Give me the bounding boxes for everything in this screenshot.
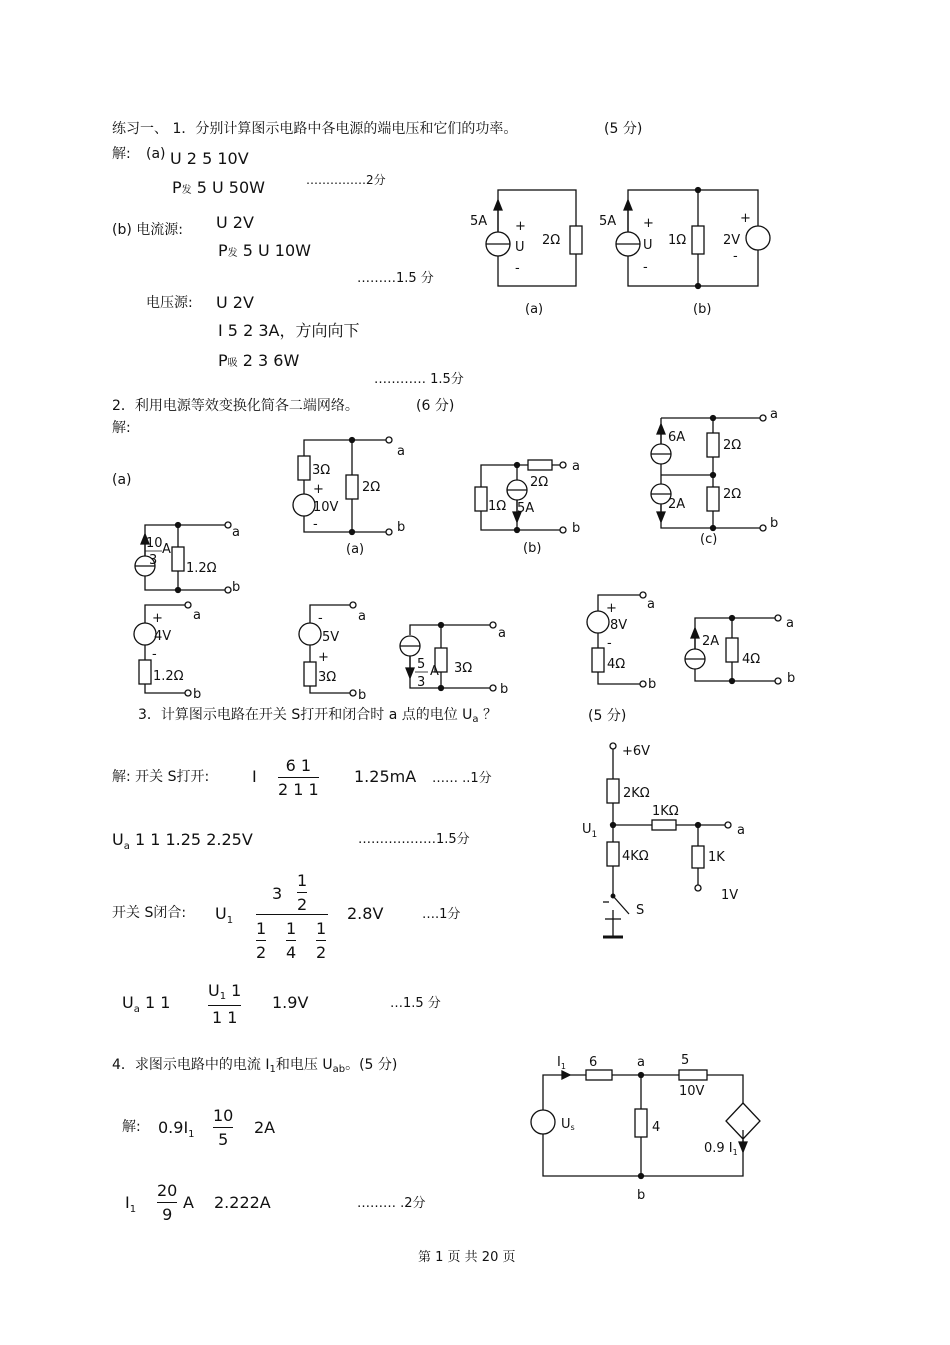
- ans2-s6-i-label: 2A: [702, 634, 720, 649]
- ans2-sol2-circuit: [134, 602, 201, 702]
- q4-title: 4．求图示电路中的电流 $I_1$和电压 $U_{ab}$。(5 分): [112, 1057, 398, 1075]
- ans2-s5-v-label: 8V: [610, 618, 628, 633]
- ans2-s3-terminal-a: a: [358, 609, 366, 624]
- ans2-s1-unit: A: [162, 542, 171, 557]
- fig4-node-a: a: [637, 1055, 645, 1070]
- q4-eq2-val: 2.222A: [214, 1193, 271, 1212]
- fig2b-circuit: [475, 459, 580, 556]
- fig3-switch-label: S: [636, 903, 645, 918]
- fig3-r3-label: 4KΩ: [622, 849, 649, 864]
- fig1b-circuit: [599, 188, 770, 318]
- ans2-sol4-circuit: [400, 622, 508, 697]
- fig2b-r1-label: 1Ω: [488, 499, 507, 514]
- fig3-u1-label: $U_1$: [582, 822, 598, 840]
- ans2-s1-r-label: 1.2Ω: [186, 561, 217, 576]
- fig2b-terminal-a: a: [572, 459, 580, 474]
- q3-close-d3: 1 2: [316, 919, 327, 962]
- fig1b-caption: (b): [693, 302, 712, 317]
- fig3-circuit: [582, 743, 745, 937]
- fig4-circuit: [531, 1053, 760, 1203]
- q1-score: (5 分): [604, 121, 643, 137]
- fig1b-vminus: -: [733, 249, 738, 264]
- q3-score: (5 分): [588, 708, 627, 724]
- ans2-s1-terminal-a: a: [232, 525, 240, 540]
- ans2-s2-v-label: 4V: [154, 629, 172, 644]
- fig1a-caption: (a): [525, 302, 544, 317]
- q2-sol-label: 解:: [112, 420, 131, 436]
- ans2-sol5-circuit: [587, 592, 656, 692]
- q3-close-val: 2.8V: [347, 904, 384, 923]
- fig2b-r2-label: 2Ω: [530, 475, 549, 490]
- q4-eq1-val: 2A: [254, 1118, 276, 1137]
- ans2-s3-v-label: 5V: [322, 630, 340, 645]
- q1-v-label: 电压源:: [146, 295, 193, 311]
- fig2c-r2-label: 2Ω: [723, 487, 742, 502]
- fig1a-res-label: 2Ω: [542, 233, 561, 248]
- fig2a-circuit: [293, 437, 405, 557]
- fig2a-v-label: 10V: [313, 500, 339, 515]
- q4-eq2-frac: 20 9: [157, 1181, 178, 1224]
- q4-eq2-i: $I_1$: [125, 1193, 137, 1215]
- ans2-s2-plus: +: [152, 611, 163, 626]
- fig4-r5-label: 5: [681, 1053, 690, 1068]
- q1-a-label: (a): [146, 146, 166, 162]
- q4-eq2-dots: ……… .2分: [357, 1196, 426, 1211]
- ans2-s1-terminal-b: b: [232, 580, 241, 595]
- fig2b-terminal-b: b: [572, 521, 581, 536]
- fig4-i1-label: $I_1$: [557, 1055, 566, 1071]
- ans2-s4-terminal-b: b: [500, 682, 509, 697]
- ans2-sol1-circuit: [135, 522, 240, 595]
- q4-eq1-frac: 10 5: [213, 1106, 234, 1149]
- fig2c-terminal-b: b: [770, 516, 779, 531]
- ans2-s4-unit: A: [430, 664, 439, 679]
- q3-open-dots: …… ..1分: [432, 771, 492, 786]
- ans2-s4-num: 5: [417, 657, 426, 672]
- fig1b-v-label: 2V: [723, 233, 741, 248]
- q3-open-val: 1.25mA: [354, 767, 417, 786]
- fig1a-circuit: [470, 190, 582, 317]
- q1-sol-label: 解:: [112, 146, 131, 162]
- ans2-s4-r-label: 3Ω: [454, 661, 473, 676]
- q3-open-frac: 6 1 2 1 1: [278, 756, 319, 799]
- fig3-vcc-label: +6V: [622, 744, 651, 759]
- q4-sol-label: 解:: [122, 1119, 141, 1135]
- ans2-s6-r-label: 4Ω: [742, 652, 761, 667]
- q2-title: 2．利用电源等效变换化简各二端网络。: [112, 398, 359, 414]
- q3-ua1: $U_a$ 1 1 1.25 2.25V: [112, 830, 253, 852]
- q3-close-dots: ….1分: [422, 907, 461, 922]
- q1-a-eq2: P发 5 U 50W: [172, 178, 265, 197]
- q3-close-d2: 1 4: [286, 919, 297, 962]
- ans2-s4-terminal-a: a: [498, 626, 506, 641]
- q1-title: 练习一、 1．分别计算图示电路中各电源的端电压和它们的功率。: [112, 121, 518, 137]
- ans2-s1-num: 10: [146, 536, 163, 551]
- q3-ua1-dots: ………………1.5分: [358, 832, 470, 847]
- q2-a-label: (a): [112, 472, 132, 488]
- fig3-v-label: 1V: [721, 888, 739, 903]
- fig2c-r1-label: 2Ω: [723, 438, 742, 453]
- ans2-s2-minus: -: [152, 647, 157, 662]
- fig1a-plus: +: [515, 219, 526, 234]
- fig4-us-label: Us: [561, 1117, 575, 1132]
- fig1b-plus: +: [643, 216, 654, 231]
- ans2-s3-plus: +: [318, 650, 329, 665]
- q1-b-eq1: U 2V: [216, 213, 254, 232]
- q1-v-eq1: U 2V: [216, 293, 254, 312]
- fig1b-minus: -: [643, 260, 648, 275]
- q3-close-label: 开关 S闭合:: [112, 905, 187, 921]
- fig2b-i-label: 5A: [517, 501, 535, 516]
- ans2-s5-minus: -: [607, 636, 612, 651]
- ans2-s3-r-label: 3Ω: [318, 670, 337, 685]
- fig2a-r2-label: 2Ω: [362, 480, 381, 495]
- fig3-r4-label: 1K: [708, 850, 725, 865]
- q1-v-eq3: P吸 2 3 6W: [218, 351, 300, 370]
- ans2-s5-terminal-a: a: [647, 597, 655, 612]
- ans2-s2-terminal-b: b: [193, 687, 202, 702]
- fig3-terminal-a: a: [737, 823, 745, 838]
- q3-ua2-frac: U1 1 1 1: [208, 981, 242, 1027]
- ans2-s3-minus: -: [318, 611, 323, 626]
- q3-close-num-frac: 1 2: [297, 871, 308, 914]
- fig1b-u: U: [643, 238, 653, 253]
- q3-open-i: I: [252, 767, 257, 786]
- fig2c-circuit: [651, 407, 778, 547]
- fig4-r4-label: 4: [652, 1120, 661, 1135]
- q1-b-label: (b) 电流源:: [112, 222, 183, 238]
- ans2-s5-r-label: 4Ω: [607, 657, 626, 672]
- q1-b-dots: ………1.5 分: [357, 271, 434, 286]
- ans2-s6-terminal-b: b: [787, 671, 796, 686]
- fig1a-minus: -: [515, 261, 520, 276]
- fig4-dep-label: 0.9 $I_1$: [704, 1141, 738, 1157]
- ans2-sol6-circuit: [685, 615, 795, 686]
- ans2-s2-terminal-a: a: [193, 608, 201, 623]
- fig1a-u: U: [515, 240, 525, 255]
- ans2-s5-terminal-b: b: [648, 677, 657, 692]
- ans2-s4-den: 3: [417, 675, 426, 690]
- fig1a-src-label: 5A: [470, 214, 488, 229]
- fig3-r2-label: 1KΩ: [652, 804, 679, 819]
- fig2c-terminal-a: a: [770, 407, 778, 422]
- fig2a-r1-label: 3Ω: [312, 463, 331, 478]
- q3-ua2: $U_a$ 1 1: [122, 993, 171, 1015]
- fig2a-terminal-a: a: [397, 444, 405, 459]
- q3-open-label: 解: 开关 S打开:: [112, 769, 210, 785]
- fig4-v10-label: 10V: [679, 1084, 705, 1099]
- q1-a-eq1: U 2 5 10V: [170, 149, 249, 168]
- fig2c-caption: (c): [700, 532, 718, 547]
- q1-v-dots: ………… 1.5分: [374, 372, 464, 387]
- q3-ua2-dots: …1.5 分: [390, 996, 441, 1011]
- q4-eq1-pre: $0.9I_1$: [158, 1118, 195, 1140]
- ans2-sol3-circuit: [299, 602, 366, 703]
- fig4-node-b: b: [637, 1188, 646, 1203]
- fig3-r1-label: 2KΩ: [623, 786, 650, 801]
- ans2-s1-den: 3: [149, 553, 158, 568]
- fig1b-res-label: 1Ω: [668, 233, 687, 248]
- ans2-s6-terminal-a: a: [786, 616, 794, 631]
- ans2-s5-plus: +: [606, 601, 617, 616]
- q3-close-u: $U_1$: [215, 904, 234, 926]
- fig2a-minus: -: [313, 517, 318, 532]
- fig2a-terminal-b: b: [397, 520, 406, 535]
- fig1b-vplus: +: [740, 211, 751, 226]
- q1-a-dots: ……………2分: [306, 173, 386, 187]
- q1-b-eq2: P发 5 U 10W: [218, 241, 311, 260]
- fig2a-plus: +: [313, 482, 324, 497]
- q3-ua2-val: 1.9V: [272, 993, 309, 1012]
- page-footer: 第 1 页 共 20 页: [418, 1250, 516, 1265]
- q2-score: (6 分): [416, 398, 455, 414]
- fig2c-i2-label: 2A: [668, 497, 686, 512]
- fig2a-caption: (a): [346, 542, 365, 557]
- q3-title: 3．计算图示电路在开关 S打开和闭合时 a 点的电位 $U_a$ ？: [138, 707, 498, 725]
- q4-eq2-unit: A: [183, 1193, 194, 1212]
- ans2-s3-terminal-b: b: [358, 688, 367, 703]
- q3-close-num-a: 3: [272, 884, 283, 903]
- q1-v-eq2: I 5 2 3A，方向向下: [218, 321, 360, 340]
- fig2b-caption: (b): [523, 541, 542, 556]
- fig4-r6-label: 6: [589, 1055, 598, 1070]
- fig2c-i1-label: 6A: [668, 430, 686, 445]
- ans2-s2-r-label: 1.2Ω: [153, 669, 184, 684]
- q3-close-d1: 1 2: [256, 919, 267, 962]
- fig1b-src-label: 5A: [599, 214, 617, 229]
